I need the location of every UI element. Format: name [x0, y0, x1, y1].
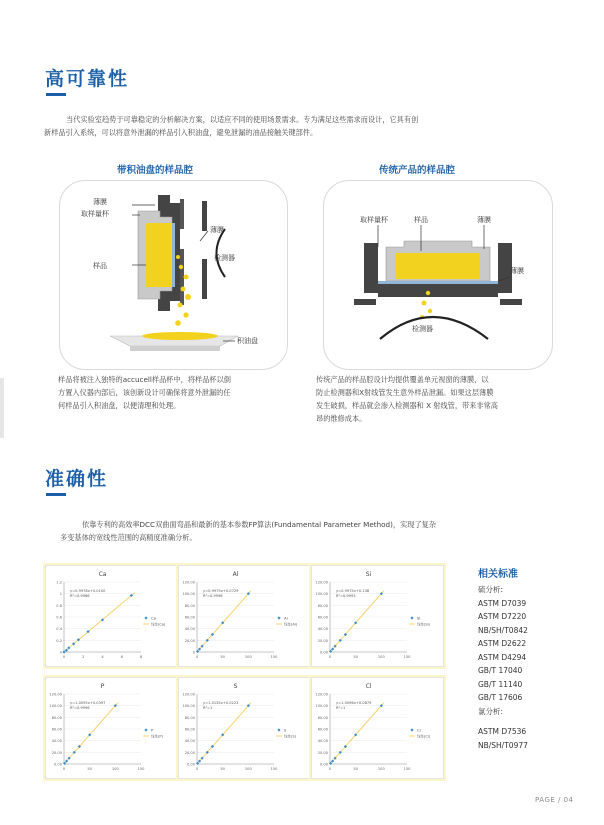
y-tick-label: 100.00	[182, 592, 195, 597]
y-tick-label: 100.00	[182, 704, 195, 709]
chart-card	[311, 565, 444, 667]
sulfur-standard: GB/T 17606	[478, 693, 523, 702]
r-squared-label: R²=0.9993	[336, 594, 356, 598]
chart-card	[178, 677, 311, 779]
page-number: PAGE / 04	[535, 796, 574, 804]
title-underline	[46, 493, 66, 496]
x-tick-label: 0	[328, 767, 332, 771]
sulfur-header: 硫分析:	[478, 585, 504, 594]
y-tick-label: 40.00	[51, 739, 62, 744]
y-tick-label: 60.00	[51, 727, 62, 732]
equation-label: y=0.9979x+0.0729	[203, 589, 239, 593]
intro-line-2: 新样品引入系统，可以将意外泄漏的样品引入积油盘，避免泄漏的油品接触关键部件。	[44, 128, 318, 137]
legend-entry: 线性(Ca)	[151, 622, 166, 627]
title-underline	[46, 93, 66, 96]
x-tick-label: 150	[270, 767, 278, 771]
y-tick-label: 60.00	[184, 615, 195, 620]
y-tick-label: 20.00	[317, 750, 328, 755]
standards-panel	[478, 565, 578, 752]
chart-title: Al	[232, 571, 239, 578]
intro-line-1: 当代实验室趋势于可靠稳定的分析解决方案，以适应不同的使用场景需求。专为满足这些需求而设计，它具有创	[66, 115, 419, 124]
label-film-2: 薄膜	[210, 226, 224, 234]
sulfur-standards-list	[478, 597, 578, 705]
x-tick-label: 100	[244, 655, 252, 659]
sulfur-standard: ASTM D2622	[478, 639, 527, 648]
sulfur-standard: NB/SH/T0842	[478, 625, 528, 635]
sulfur-standard: GB/T 11140	[478, 679, 523, 689]
chart-title: P	[100, 683, 105, 690]
x-tick-label: 50	[353, 767, 358, 771]
standards-title: 相关标准	[478, 569, 518, 580]
label-film-2: 薄膜	[510, 267, 524, 275]
left-diagram-title: 带积油盘的样品腔	[117, 165, 194, 176]
right-diagram-description	[316, 373, 556, 425]
sulfur-standard: GB/T 17040	[478, 666, 523, 675]
x-tick-label: 0	[195, 767, 199, 771]
label-sample: 样品	[93, 262, 107, 270]
legend-entry: S	[284, 727, 287, 733]
legend-entry: 线性(Cl)	[417, 734, 431, 739]
intro-line-2: 多变基体的宽线性范围的高精度准确分析。	[60, 533, 197, 542]
chlorine-standards-list	[478, 725, 578, 752]
x-tick-label: 6	[120, 655, 123, 659]
x-tick-label: 50	[353, 655, 358, 659]
section-title-reliability: 高可靠性	[45, 68, 130, 90]
chlorine-standard: NB/SH/T0977	[478, 740, 528, 750]
y-tick-label: 0.00	[53, 762, 62, 767]
desc-line: 样品将被注入独特的accucell样品杯中，将样品杯以倒	[58, 375, 231, 384]
x-tick-label: 150	[270, 655, 278, 659]
x-tick-label: 100	[377, 767, 385, 771]
chlorine-standard: ASTM D7536	[478, 727, 527, 736]
y-tick-label: 120.00	[315, 580, 328, 585]
y-tick-label: 20.00	[184, 638, 195, 643]
x-tick-label: 150	[137, 767, 145, 771]
label-cup: 取样量杯	[360, 216, 388, 224]
x-tick-label: 150	[403, 767, 411, 771]
desc-line: 昂的维修成本。	[316, 414, 367, 423]
chart-card	[45, 677, 178, 779]
trend-line	[198, 703, 251, 764]
legend-marker	[277, 728, 280, 731]
y-tick-label: 0.4	[56, 627, 62, 632]
y-tick-label: 0.8	[56, 603, 62, 608]
desc-line: 方置入仪器内部后，该创新设计可确保将意外泄漏的任	[58, 388, 231, 397]
desc-line: 何样品引入积油盘，以便清理和处理。	[58, 401, 181, 410]
y-tick-label: 120.00	[182, 692, 195, 697]
x-tick-label: 150	[403, 655, 411, 659]
scatter-chart	[312, 678, 443, 778]
trend-line	[198, 591, 251, 652]
x-tick-label: 0	[62, 655, 66, 659]
y-tick-label: 40.00	[184, 739, 195, 744]
legend-marker	[144, 616, 147, 619]
x-tick-label: 100	[244, 767, 252, 771]
x-tick-label: 50	[220, 767, 225, 771]
r-squared-label: R²=1	[203, 706, 213, 710]
scatter-chart	[46, 566, 177, 666]
y-tick-label: 40.00	[184, 627, 195, 632]
label-film: 薄膜	[93, 198, 107, 206]
y-tick-label: 40.00	[317, 627, 328, 632]
y-tick-label: 120.00	[315, 692, 328, 697]
y-tick-label: 0.00	[319, 650, 328, 655]
equation-label: y=1.0095x+0.0397	[70, 701, 106, 705]
right-diagram-title: 传统产品的样品腔	[379, 165, 456, 176]
x-tick-label: 50	[87, 767, 92, 771]
x-tick-label: 4	[101, 655, 104, 659]
y-tick-label: 80.00	[184, 715, 195, 720]
x-tick-label: 0	[195, 655, 199, 659]
legend-entry: Si	[417, 615, 421, 621]
chart-card	[311, 677, 444, 779]
legend-entry: Ca	[151, 615, 156, 621]
r-squared-label: R²=1	[336, 706, 346, 710]
accuracy-intro	[60, 518, 572, 544]
chart-title: Ca	[98, 571, 107, 578]
legend-marker	[410, 728, 413, 731]
y-tick-label: 0.6	[56, 615, 62, 620]
y-tick-label: 1.2	[56, 580, 62, 585]
y-tick-label: 20.00	[184, 750, 195, 755]
side-tab-mark	[0, 378, 4, 438]
left-diagram-box	[59, 180, 288, 370]
equation-label: y=1.0135x+0.0223	[203, 701, 239, 705]
sulfur-standard: ASTM D7039	[478, 598, 527, 608]
y-tick-label: 60.00	[317, 727, 328, 732]
y-tick-label: 80.00	[51, 715, 62, 720]
scatter-chart	[46, 678, 177, 778]
label-sample: 样品	[414, 216, 428, 224]
legend-marker	[277, 616, 280, 619]
desc-line: 发生破损，样品就会渗入检测器和 X 射线管，带来非常高	[316, 401, 498, 410]
right-diagram-box	[323, 180, 553, 370]
left-diagram-description	[58, 373, 296, 412]
legend-entry: P	[151, 727, 154, 733]
equation-label: y=0.9975x+0.138	[336, 589, 370, 593]
y-tick-label: 1	[59, 592, 62, 597]
sulfur-standard: ASTM D4294	[478, 652, 527, 662]
x-tick-label: 8	[139, 655, 143, 659]
x-tick-label: 0	[328, 655, 332, 659]
sulfur-standard: ASTM D7220	[478, 612, 527, 621]
y-tick-label: 20.00	[317, 638, 328, 643]
x-tick-label: 50	[220, 655, 225, 659]
intro-line-1: 依靠专利的高效率DCC双曲面弯晶和最新的基本参数FP算法(Fundamental Parameter Method)，实现了复杂	[82, 520, 437, 529]
y-tick-label: 20.00	[51, 750, 62, 755]
scatter-chart	[312, 566, 443, 666]
chlorine-header: 氯分析:	[478, 706, 504, 716]
legend-entry: Cl	[417, 727, 421, 733]
chart-title: Si	[365, 571, 372, 578]
label-cup: 取样量杯	[81, 210, 109, 218]
x-tick-label: 0	[62, 767, 66, 771]
x-tick-label: 100	[111, 767, 119, 771]
label-detector: 检测器	[412, 325, 433, 333]
x-tick-label: 100	[377, 655, 385, 659]
y-tick-label: 80.00	[317, 715, 328, 720]
trend-line	[331, 703, 384, 764]
legend-entry: 线性(S)	[284, 734, 296, 739]
legend-entry: 线性(Al)	[284, 622, 298, 627]
label-film: 薄膜	[477, 216, 491, 224]
desc-line: 防止检测器和X射线管发生意外样品泄漏。如果这层薄膜	[316, 388, 494, 397]
legend-marker	[144, 728, 147, 731]
legend-entry: 线性(P)	[151, 734, 163, 739]
r-squared-label: R²=0.9996	[70, 706, 90, 710]
y-tick-label: 0	[59, 650, 62, 655]
y-tick-label: 0.00	[186, 762, 195, 767]
r-squared-label: R²=0.9986	[70, 594, 90, 598]
trend-line	[65, 703, 118, 764]
label-detector: 检测器	[214, 254, 235, 262]
y-tick-label: 80.00	[184, 603, 195, 608]
trend-line	[64, 593, 135, 652]
legend-entry: 线性(Si)	[417, 622, 430, 627]
chart-card	[45, 565, 178, 667]
y-tick-label: 120.00	[182, 580, 195, 585]
y-tick-label: 0	[192, 650, 195, 655]
label-tray: 积油盘	[237, 337, 258, 345]
reliability-intro	[44, 113, 566, 139]
scatter-chart	[179, 566, 310, 666]
y-tick-label: 60.00	[184, 727, 195, 732]
legend-entry: Al	[284, 615, 288, 621]
y-tick-label: 120.00	[49, 692, 62, 697]
section-title-accuracy: 准确性	[45, 468, 109, 490]
x-tick-label: 2	[82, 655, 85, 659]
chart-card	[178, 565, 311, 667]
y-tick-label: 80.00	[317, 603, 328, 608]
equation-label: y=1.0096x+0.0879	[336, 701, 372, 705]
y-tick-label: 60.00	[317, 615, 328, 620]
scatter-chart	[179, 678, 310, 778]
y-tick-label: 100.00	[49, 704, 62, 709]
desc-line: 传统产品的样品腔设计均提供覆盖单元视窗的薄膜，以	[316, 375, 489, 384]
chart-title: Cl	[365, 683, 372, 690]
y-tick-label: 0.2	[56, 638, 62, 643]
trend-line	[331, 591, 384, 652]
chart-title: S	[233, 683, 238, 690]
y-tick-label: 0.00	[319, 762, 328, 767]
y-tick-label: 100.00	[315, 704, 328, 709]
y-tick-label: 100.00	[315, 592, 328, 597]
equation-label: y=0.9978x+0.0100	[70, 589, 106, 593]
y-tick-label: 40.00	[317, 739, 328, 744]
r-squared-label: R²=0.9996	[203, 594, 223, 598]
legend-marker	[410, 616, 413, 619]
